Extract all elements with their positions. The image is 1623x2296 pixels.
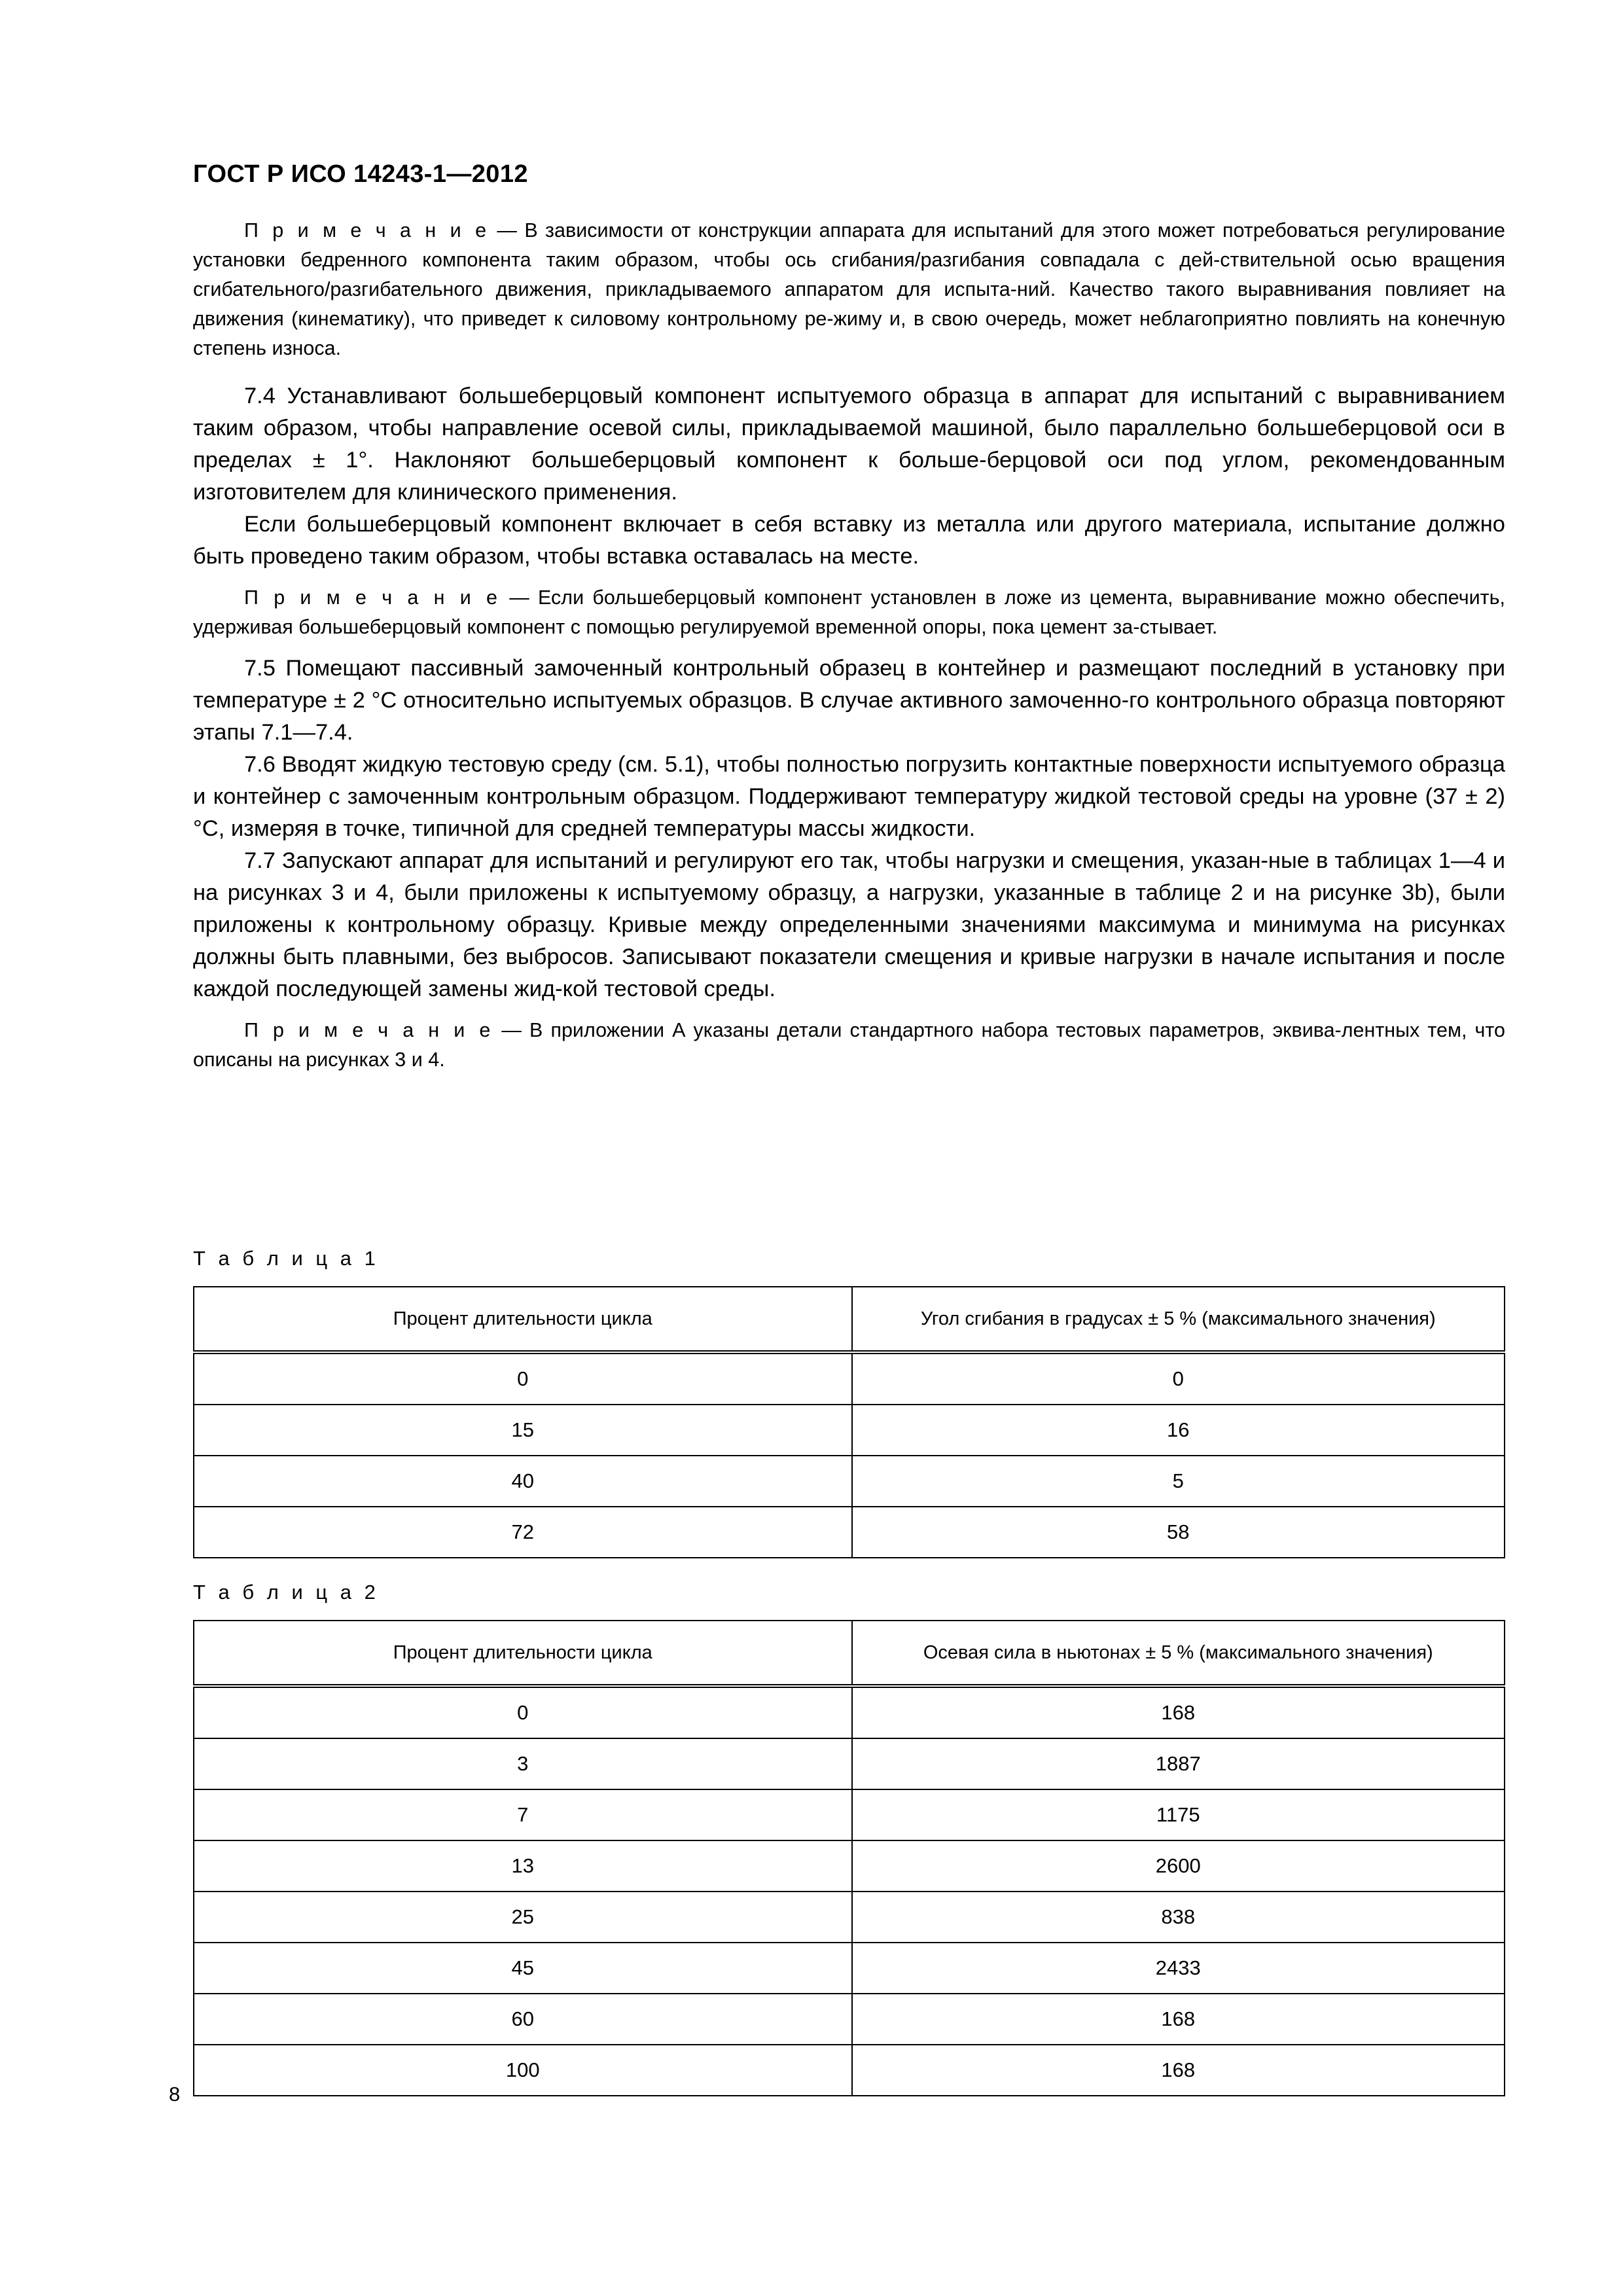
clause-7-4: 7.4 Устанавливают большеберцовый компонент испытуемого образца в аппарат для испытаний с выравниванием таким образом, чтобы направление осевой силы, прикладываемой машиной, было параллельно большеберцовой оси в пределах ± 1°. Наклоняют большеберцовый компонент к больше-берцовой оси под углом, рекомендованным изготовителем для клинического применения. [193,384,1505,505]
table-2-block [193,1581,1505,2096]
table-1-caption: Т а б л и ц а 1 [193,1247,380,1270]
table-cell: 25 [194,1892,852,1943]
note-paragraph-1 [193,216,1505,363]
table-row [194,1943,1505,1994]
clause-7-7: 7.7 Запускают аппарат для испытаний и регулируют его так, чтобы нагрузки и смещения, указан-ные в таблицах 1—4 и на рисунках 3 и 4, были приложены к испытуемому образцу, а нагрузки, указанные в таблице 2 и на рисунке 3b), были приложены к контрольному образцу. Кривые между определенными значениями максимума и минимума на рисунках должны быть плавными, без выбросов. Записывают показатели смещения и кривые нагрузки в начале испытания и после каждой последующей замены жид-кой тестовой среды. [193,848,1505,1001]
table-2-col-header-force: Осевая сила в ньютонах ± 5 % (максимального значения) [852,1621,1505,1686]
table-row [194,1892,1505,1943]
table-row [194,1507,1505,1558]
table-row [194,1789,1505,1840]
table-1-block [193,1247,1505,1558]
note-paragraph-2 [193,583,1505,642]
table-cell: 40 [194,1456,852,1507]
note-dash-3: — [493,1019,530,1041]
note-label-2: П р и м е ч а н и е [244,586,501,609]
table-cell: 0 [194,1686,852,1738]
table-cell: 838 [852,1892,1505,1943]
table-row [194,1738,1505,1789]
table-cell: 5 [852,1456,1505,1507]
table-cell: 168 [852,2045,1505,2096]
table-row [194,1994,1505,2045]
table-cell: 1887 [852,1738,1505,1789]
clause-7-6: 7.6 Вводят жидкую тестовую среду (см. 5.1), чтобы полностью погрузить контактные поверхности испытуемого образца и контейнер с замоченным контрольным образцом. Поддерживают температуру жидкой тестовой среды на уровне (37 ± 2) °C, измеряя в точке, типичной для средней температуры массы жидкости. [193,752,1505,841]
table-cell: 168 [852,1686,1505,1738]
table-cell: 3 [194,1738,852,1789]
table-1-col-header-angle: Угол сгибания в градусах ± 5 % (максимального значения) [852,1287,1505,1352]
table-row [194,1405,1505,1456]
table-cell: 7 [194,1789,852,1840]
clause-7-5: 7.5 Помещают пассивный замоченный контрольный образец в контейнер и размещают последний в установку при температуре ± 2 °C относительно испытуемых образцов. В случае активного замоченно-го контрольного образца повторяют этапы 7.1—7.4. [193,656,1505,745]
table-2-header-row [194,1621,1505,1686]
note-label-1: П р и м е ч а н и е [244,219,490,242]
table-cell: 100 [194,2045,852,2096]
note-text-3: В приложении А указаны детали стандартного набора тестовых параметров, эквива-лентных тем, что описаны на рисунках 3 и 4. [193,1019,1505,1071]
table-cell: 60 [194,1994,852,2045]
table-row [194,2045,1505,2096]
table-row [194,1686,1505,1738]
table-cell: 2433 [852,1943,1505,1994]
table-1 [193,1286,1505,1558]
table-cell: 45 [194,1943,852,1994]
note-paragraph-3 [193,1016,1505,1075]
table-1-col-header-cycle: Процент длительности цикла [194,1287,852,1352]
note-dash-2: — [501,586,539,609]
table-2-col-header-cycle: Процент длительности цикла [194,1621,852,1686]
note-label-3: П р и м е ч а н и е [244,1019,494,1041]
table-cell: 16 [852,1405,1505,1456]
document-header: ГОСТ Р ИСО 14243-1—2012 [193,160,528,188]
note-text-1: В зависимости от конструкции аппарата для испытаний для этого может потребоваться регулирование установки бедренного компонента таким образом, чтобы ось сгибания/разгибания совпадала с дей-ствительной осью вращения сгибательного/разгибательного движения, прикладываемого аппаратом для испыта-ний. Качество такого выравнивания повлияет на движения (кинематику), что приведет к силовому контрольному ре-жиму и, в свою очередь, может неблагоприятно повлиять на конечную степень износа. [193,219,1505,359]
table-row [194,1456,1505,1507]
table-cell: 0 [194,1352,852,1405]
table-row [194,1840,1505,1892]
table-cell: 72 [194,1507,852,1558]
note-text-2: Если большеберцовый компонент установлен в ложе из цемента, выравнивание можно обеспечить, удерживая большеберцовый компонент с помощью регулируемой временной опоры, пока цемент за-стывает. [193,586,1505,638]
table-cell: 13 [194,1840,852,1892]
table-2 [193,1620,1505,2096]
table-cell: 168 [852,1994,1505,2045]
table-cell: 2600 [852,1840,1505,1892]
table-cell: 58 [852,1507,1505,1558]
table-cell: 0 [852,1352,1505,1405]
table-row [194,1352,1505,1405]
text-column [193,216,1505,1075]
paragraph-insert: Если большеберцовый компонент включает в себя вставку из металла или другого материала, испытание должно быть проведено таким образом, чтобы вставка оставалась на месте. [193,512,1505,569]
page-number: 8 [169,2083,181,2106]
note-dash-1: — [490,219,525,242]
table-cell: 15 [194,1405,852,1456]
table-cell: 1175 [852,1789,1505,1840]
table-1-header-row [194,1287,1505,1352]
table-2-caption: Т а б л и ц а 2 [193,1581,380,1604]
